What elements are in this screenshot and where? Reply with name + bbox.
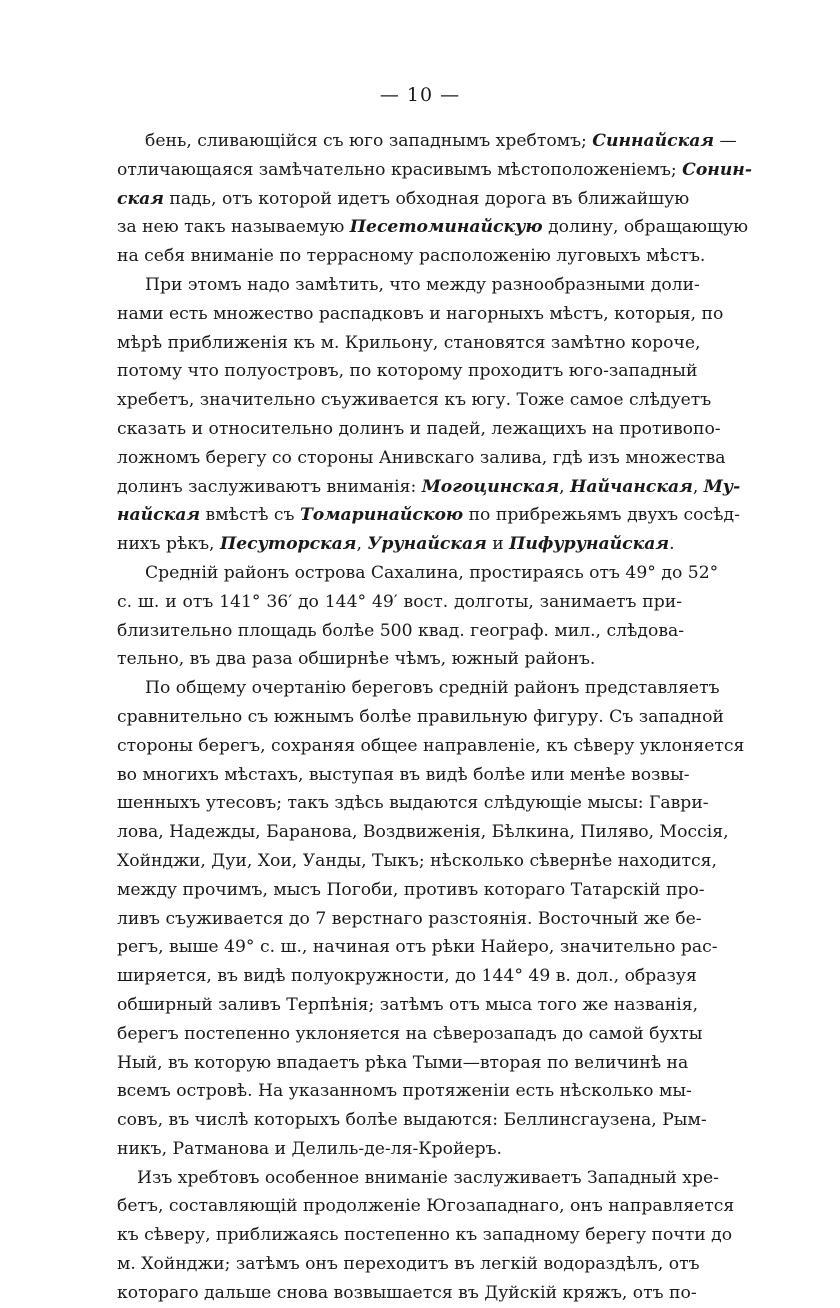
text-segment: по прибрежьямъ двухъ сосѣд- — [463, 505, 740, 526]
italic-place-name: Томаринайскою — [299, 505, 464, 526]
text-line — [117, 1164, 719, 1193]
text-line — [117, 213, 749, 242]
italic-place-name: Му- — [703, 476, 741, 497]
text-line — [117, 905, 702, 934]
text-segment: потому что полуостровъ, по которому проходитъ юго-западный — [117, 361, 698, 382]
text-line — [117, 617, 685, 646]
text-line — [117, 300, 724, 329]
text-segment: близительно площадь болѣе 500 квад. географ. мил., слѣдова- — [117, 620, 685, 641]
text-segment: отличающаяся замѣчательно красивымъ мѣстоположеніемъ; — [117, 159, 683, 180]
text-segment: за нею такъ называемую — [117, 217, 350, 238]
text-line — [117, 933, 718, 962]
text-line — [117, 818, 729, 847]
text-line — [117, 876, 705, 905]
text-line — [117, 847, 717, 876]
text-segment: нихъ рѣкъ, — [117, 534, 220, 555]
italic-place-name: Песуторская — [219, 534, 357, 555]
text-line — [117, 991, 699, 1020]
text-line — [117, 732, 745, 761]
text-segment: хребетъ, значительно съуживается къ югу. Тоже самое слѣдуетъ — [117, 390, 712, 411]
text-segment: котораго дальше снова возвышается въ Дуйскій кряжъ, отъ по- — [117, 1282, 697, 1303]
text-line — [117, 1020, 703, 1049]
text-segment: , — [692, 476, 704, 497]
text-line — [117, 761, 690, 790]
text-segment: сравнительно съ южнымъ болѣе правильную фигуру. Съ западной — [117, 706, 724, 727]
italic-place-name: Могоцинская — [421, 476, 560, 497]
text-line — [117, 1049, 689, 1078]
text-segment: , — [559, 476, 571, 497]
italic-place-name: Песетоминайскую — [349, 217, 543, 238]
text-segment: стороны берегъ, сохраняя общее направленіе, къ сѣверу уклоняется — [117, 735, 745, 756]
text-segment: регъ, выше 49° с. ш., начиная отъ рѣки Найеро, значительно рас- — [117, 937, 718, 958]
text-segment: бень, сливающійся съ юго западнымъ хребтомъ; — [145, 131, 593, 151]
body-text — [117, 127, 752, 1308]
italic-place-name: Найчанская — [570, 476, 693, 497]
text-line — [117, 674, 720, 703]
text-line — [117, 1221, 733, 1250]
text-segment: с. ш. и отъ 141° 36′ до 144° 49′ вост. долготы, занимаетъ при- — [117, 591, 682, 612]
text-line — [117, 789, 709, 818]
text-segment: берегъ постепенно уклоняется на сѣверозападъ до самой бухты — [117, 1023, 703, 1044]
text-segment: ложномъ берегу со стороны Анивскаго залива, гдѣ изъ множества — [117, 447, 726, 468]
text-line — [117, 357, 698, 386]
text-segment: падь, отъ которой идетъ обходная дорога въ ближайшую — [163, 188, 690, 209]
italic-place-name: Сонин- — [682, 159, 752, 180]
text-segment: тельно, въ два раза обширнѣе чѣмъ, южный районъ. — [117, 649, 596, 670]
text-line — [117, 1279, 697, 1308]
text-segment: мѣрѣ приближенія къ м. Крильону, становятся замѣтно короче, — [117, 332, 701, 353]
text-segment: По общему очертанію береговъ средній районъ представляетъ — [145, 678, 720, 699]
text-segment: , — [356, 534, 368, 555]
text-segment: долину, обращающую — [542, 217, 749, 238]
text-segment: обширный заливъ Терпѣнія; затѣмъ отъ мыса того же названія, — [117, 994, 699, 1015]
text-segment: къ сѣверу, приближаясь постепенно къ западному берегу почти до — [117, 1225, 733, 1246]
italic-place-name: ская — [117, 188, 164, 209]
text-line — [117, 1192, 735, 1221]
text-line — [117, 501, 740, 530]
text-line — [117, 386, 712, 415]
text-line — [117, 185, 690, 214]
text-line — [117, 962, 697, 991]
text-line — [117, 127, 737, 156]
italic-place-name: Урунайская — [367, 534, 487, 555]
text-line — [117, 703, 724, 732]
text-segment: вмѣстѣ съ — [200, 505, 300, 526]
text-segment: Хойнджи, Дуи, Хои, Уанды, Тыкъ; нѣсколько сѣвернѣе находится, — [117, 850, 717, 871]
italic-place-name: Синнайская — [592, 131, 715, 151]
text-segment: шенныхъ утесовъ; такъ здѣсь выдаются слѣдующіе мысы: Гаври- — [117, 793, 709, 814]
text-line — [117, 1250, 700, 1279]
text-segment: во многихъ мѣстахъ, выступая въ видѣ болѣе или менѣе возвы- — [117, 764, 690, 785]
text-line — [117, 242, 706, 271]
text-segment: Изъ хребтовъ особенное вниманіе заслуживаетъ Западный хре- — [137, 1167, 719, 1188]
text-line — [117, 1135, 682, 1164]
text-segment: . — [669, 534, 675, 555]
text-segment: — — [714, 131, 737, 151]
text-line — [117, 588, 682, 617]
text-segment: ливъ съуживается до 7 верстнаго разстоянія. Восточный же бе- — [117, 908, 702, 929]
text-line — [117, 271, 700, 300]
italic-place-name: найская — [117, 505, 201, 526]
text-segment: никъ, Ратманова и Делиль-де-ля-Кройеръ. — [117, 1138, 502, 1159]
text-segment: и — [486, 534, 510, 555]
text-segment: Средній районъ острова Сахалина, простираясь отъ 49° до 52° — [145, 562, 719, 583]
text-segment: сказать и относительно долинъ и падей, лежащихъ на противопо- — [117, 418, 721, 439]
text-segment: нами есть множество распадковъ и нагорныхъ мѣстъ, которыя, по — [117, 303, 724, 324]
text-segment: долинъ заслуживаютъ вниманія: — [117, 476, 422, 497]
text-line — [117, 559, 719, 588]
text-segment: на себя вниманіе по террасному расположенію луговыхъ мѣстъ. — [117, 246, 706, 267]
text-line — [117, 1106, 707, 1135]
text-segment: совъ, въ числѣ которыхъ болѣе выдаются: Беллинсгаузена, Рым- — [117, 1110, 707, 1131]
text-line — [117, 329, 701, 358]
text-line — [117, 530, 682, 559]
text-segment: лова, Надежды, Баранова, Воздвиженія, Бѣлкина, Пиляво, Моссія, — [117, 822, 729, 843]
text-segment: м. Хойнджи; затѣмъ онъ переходитъ въ легкій водораздѣлъ, отъ — [117, 1254, 700, 1275]
text-line — [117, 473, 741, 502]
text-line — [117, 415, 721, 444]
text-segment: между прочимъ, мысъ Погоби, противъ котораго Татарскій про- — [117, 879, 705, 900]
text-line — [117, 1077, 692, 1106]
text-line — [117, 444, 726, 473]
italic-place-name: Пифурунайская — [509, 534, 670, 555]
text-segment: всемъ островѣ. На указанномъ протяженіи есть нѣсколько мы- — [117, 1081, 692, 1102]
text-line — [117, 645, 682, 674]
text-line — [117, 156, 752, 185]
text-segment: Ный, въ которую впадаетъ рѣка Тыми—вторая по величинѣ на — [117, 1052, 689, 1073]
text-segment: При этомъ надо замѣтить, что между разнообразными доли- — [145, 274, 700, 295]
text-segment: бетъ, составляющій продолженіе Югозападнаго, онъ направляется — [117, 1196, 735, 1217]
page-number: — 10 — — [379, 84, 461, 106]
text-segment: ширяется, въ видѣ полуокружности, до 144° 49 в. дол., образуя — [117, 966, 697, 987]
